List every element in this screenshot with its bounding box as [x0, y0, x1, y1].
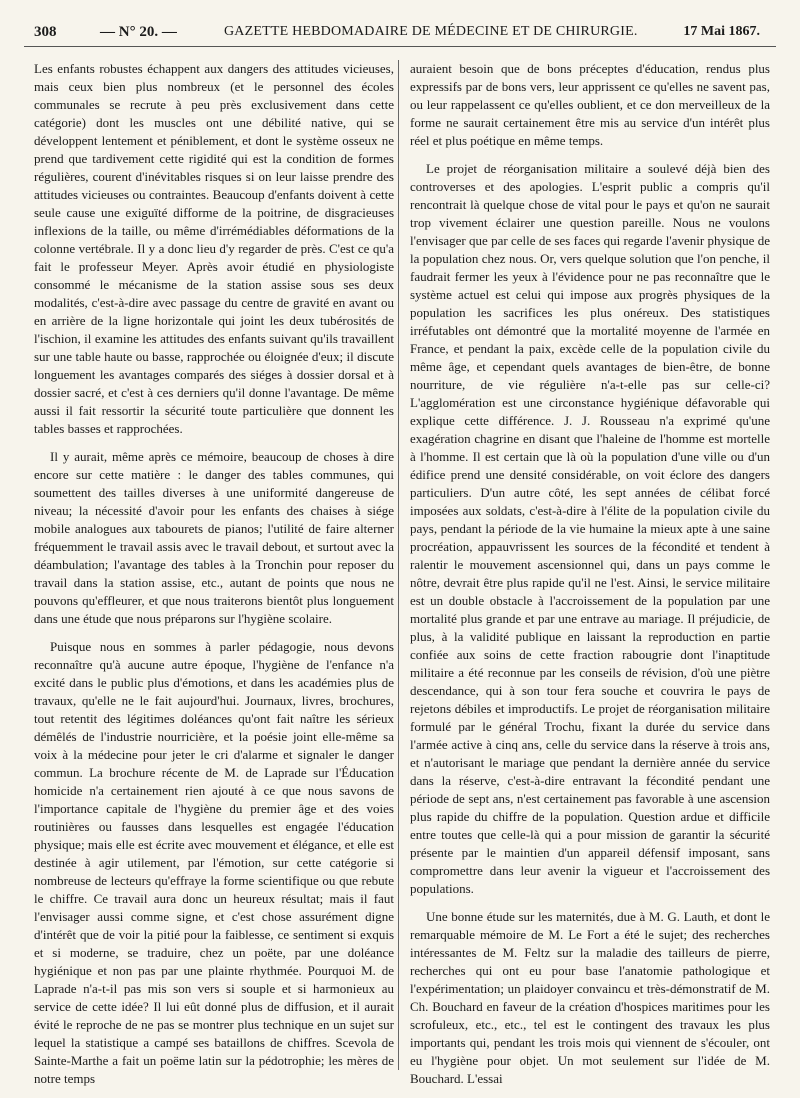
paragraph: Puisque nous en sommes à parler pédagogie, nous devons reconnaître qu'à aucune autre époque, l'hygiène de l'enfance n'a excité dans le public plus d'émotions, et dans les académies plus de travaux, qu'elle ne le fait aujourd'hui. Journaux, livres, brochures, tout retentit des légitimes doléances qu'ont fait naître les sérieux démêlés de l'industrie nourricière, et la poésie joint elle-même sa voix à la médecine pour jeter le cri d'alarme et signaler le danger commun. La brochure récente de M. de Laprade sur l'Éducation homicide n'a certainement rien ajouté à ce que nous savons de l'importance capitale de l'hygiène du premier âge et des voies routinières ou fausses dans lesquelles est engagée l'éducation physique; mais elle est écrite avec mouvement et élégance, et elle est destinée à agir utilement, par l'émotion, sur cette catégorie si nombreuse de lecteurs qu'effraye la forme scientifique ou que rebute le chiffre. Ce travail aura donc un heureux résultat; mais il faut l'envisager aussi comme signe, et c'est chose assurément digne d'intérêt que de voir la pitié pour la faiblesse, ce sentiment si exquis et si moderne, se traduire, chez un poëte, par une doléance hygiénique et non pas par une plainte rhythmée. Pourquoi M. de Laprade n'a-t-il pas mis son vers si souple et si harmonieux au service de cette idée? Il lui eût donné plus de diffusion, et il aurait évité le reproche de ne pas se montrer plus technique en un sujet sur lequel la statistique a campé ses bataillons de chiffres. Scevola de Sainte-Marthe a fait un poëme latin sur la pédotrophie; les mères de notre temps	[34, 639, 394, 1086]
issue-date: 17 Mai 1867.	[683, 24, 760, 39]
paragraph: Une bonne étude sur les maternités, due à M. G. Lauth, et dont le remarquable mémoire de M. Le Fort a été le sujet; des recherches intéressantes de M. Feltz sur la maladie des tailleurs de pierre, recherches qui ont eu pour base l'anatomie pathologique et l'expérimentation; un plaidoyer convaincu et très-démonstratif de M. Ch. Bouchard en faveur de la création d'hospices maritimes pour les scrofuleux, etc., etc., tel est le contingent des travaux les plus importants qui, pendant les trois mois qui viennent de s'écouler, ont eu l'hygiène pour objet. Un mot seulement sur l'idée de M. Bouchard. L'essai	[410, 909, 770, 1086]
issue-number: — N° 20. —	[100, 24, 177, 40]
column-divider	[398, 60, 399, 1070]
paragraph: Le projet de réorganisation militaire a soulevé déjà bien des controverses et des apologies. L'esprit public a compris qu'il rencontrait là quelque chose de vital pour le pays et qu'on ne saurait trop vivement éclairer une question pareille. Nous ne voulons l'envisager que par celle de ses faces qui regarde l'avenir physique de la population chez nous. Or, vers quelque solution que l'on penche, il faudrait fermer les yeux à l'évidence pour ne pas reconnaître que le système actuel est celui qui impose aux progrès physiques de la population les sacrifices les plus onéreux. Des statistiques irréfutables ont démontré que la mortalité moyenne de l'armée en France, et pendant la paix, excède celle de la population civile du même âge, et cependant quels avantages de bien-être, de bonne nourriture, de vie régulière n'a-t-elle pas sur celle-ci? L'agglomération est une circonstance hygiénique défavorable qui explique cette différence. J. J. Rousseau n'a exprimé qu'une exagération chagrine en disant que l'haleine de l'homme est mortelle à l'homme. Il est certain que là où la population d'une ville ou d'un édifice prend une densité considérable, on voit éclore des dangers particuliers. D'un autre côté, les sept années de célibat forcé imposées aux soldats, c'est-à-dire à l'élite de la population civile du pays, pendant la période de la vie humaine la mieux apte à une saine procréation, appauvrissent les sources de la fécondité et tendent à ralentir le mouvement ascensionnel qui, dans un pays comme le nôtre, devrait être plus rapide qu'il ne l'est. Ainsi, le service militaire est un double obstacle à l'accroissement de la population par une mortalité plus grande et par une entrave au mariage. Il préjudicie, de plus, à la validité publique en laissant la reproduction en partie confiée aux soins de cette fraction rabougrie dont l'inaptitude militaire a été reconnue par les conseils de révision, d'où une piètre descendance, qui à son tour fera souche et couvrira le pays de rejetons débiles et improductifs. Le projet de réorganisation militaire formulé par le général Trochu, fixant la durée du service dans l'armée active à cinq ans, celle du service dans la réserve à trois ans, et n'autorisant le mariage que pendant la dernière année du service dans la réserve, c'est-à-dire entravant la fécondité pendant une période de sept ans, n'est certainement pas favorable à une ascension plus rapide du chiffre de la population. Question ardue et difficile entre toutes que celle-là qui a pour mission de garantir la sécurité présente par le maintien d'un appareil défensif imposant, sans compromettre dans leur avenir la vigueur et l'accroissement des populations.	[410, 161, 770, 896]
left-column	[34, 60, 394, 1098]
paragraph: Les enfants robustes échappent aux dangers des attitudes vicieuses, mais ceux bien plus nombreux (et le personnel des écoles communales se recrute à peu près exclusivement dans cette catégorie) dont les muscles ont une débilité native, qui se développent lentement et péniblement, et dont le système osseux ne prend que tardivement cette rigidité qui est la condition de formes régulières, courent d'inévitables risques si on leur laisse prendre des attitudes vicieuses ou contraintes. Beaucoup d'enfants doivent à cette seule cause une exiguïté difforme de la poitrine, de disgracieuses inflexions de la taille, ou même d'irrémédiables déformations de la colonne vertébrale. Il y a donc lieu d'y regarder de près. C'est ce qu'a fait le professeur Meyer. Après avoir étudié en physiologiste consommé le mécanisme de la station assise sous ses deux modalités, c'est-à-dire avec passage du centre de gravité en avant ou en arrière de la ligne horizontale qui joint les deux tubérosités de l'ischion, il examine les attitudes des enfants suivant qu'ils travaillent sur une table haute ou basse, rapprochée ou éloignée d'eux; il discute longuement les avantages comparés des siéges à dossier dorsal et à dossier sacré, et c'est à ces derniers qu'il donne l'avantage. De même aussi il fait ressortir la sécurité toute particulière que donnent les tables basses et rapprochées.	[34, 61, 394, 436]
paragraph: auraient besoin que de bons préceptes d'éducation, rendus plus expressifs par de bons vers, leur apprissent ce qu'elles ne savent pas, ou leur rappelassent ce qu'elles oublient, et ce don merveilleux de la forme ne saurait certainement être mis au service d'un intérêt plus réel et plus poétique en même temps.	[410, 61, 770, 148]
header-rule	[24, 46, 776, 47]
paragraph: Il y aurait, même après ce mémoire, beaucoup de choses à dire encore sur cette matière : le danger des tables communes, qui soumettent des tailles diverses à une uniformité dangereuse de niveau; la nécessité d'avoir pour les enfants des chaises à siége mobile analogues aux tabourets de pianos; l'utilité de faire alterner fréquemment le travail assis avec le travail debout, et surtout avec la déambulation; l'avantage des tables à la Tronchin pour reposer du travail dans la station assise, etc., autant de points que nous ne pouvons qu'effleurer, et que nous traiterons bientôt plus longuement dans une étude que nous préparons sur l'hygiène scolaire.	[34, 449, 394, 626]
page-number: 308	[34, 24, 57, 40]
right-column	[410, 60, 770, 1098]
page-header	[14, 18, 782, 44]
journal-title: GAZETTE HEBDOMADAIRE DE MÉDECINE ET DE CHIRURGIE.	[224, 24, 638, 39]
